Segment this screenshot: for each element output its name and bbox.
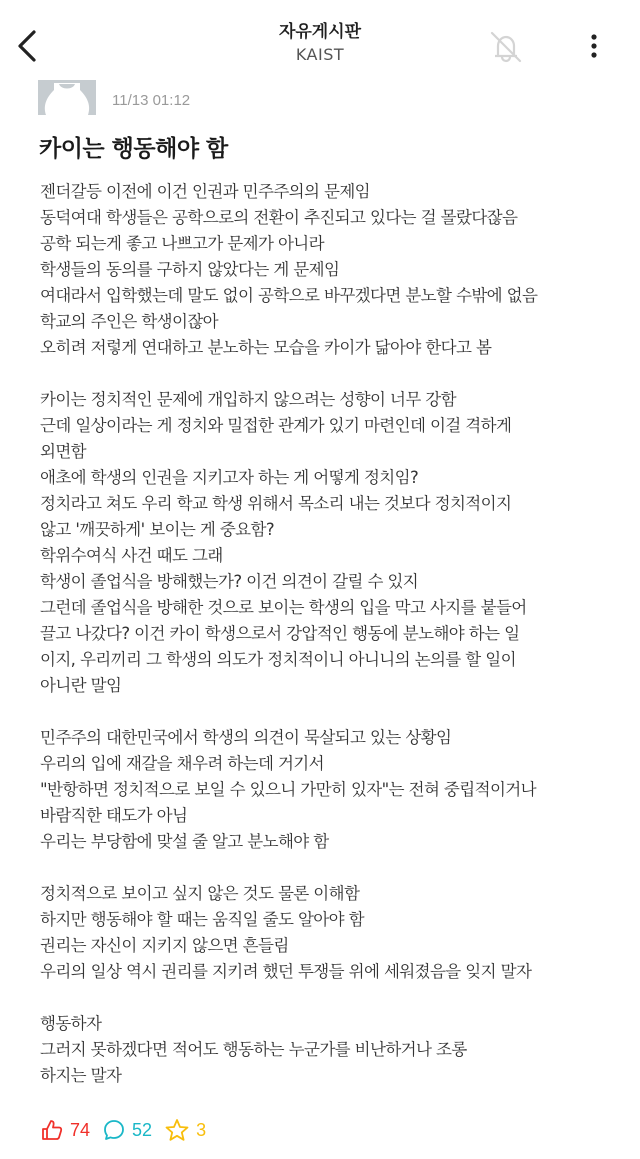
- chevron-left-icon: [10, 26, 46, 66]
- body-line: 그러지 못하겠다면 적어도 행동하는 누군가를 비난하거나 조롱: [40, 1040, 467, 1059]
- notification-toggle-button[interactable]: [486, 26, 526, 66]
- comment-button[interactable]: [102, 1118, 152, 1142]
- post-meta: [38, 80, 190, 120]
- body-line: 이지, 우리끼리 그 학생의 의도가 정치적이니 아니니의 논의를 할 일이: [40, 650, 516, 669]
- post-body: [40, 179, 610, 1089]
- body-line: 학위수여식 사건 때도 그래: [40, 546, 223, 565]
- body-line: 바람직한 태도가 아님: [40, 806, 188, 825]
- body-line: 하지만 행동해야 할 때는 움직일 줄도 알아야 함: [40, 910, 364, 929]
- body-line: 애초에 학생의 인권을 지키고자 하는 게 어떻게 정치임?: [40, 468, 419, 487]
- body-line: 우리는 부당함에 맞설 줄 알고 분노해야 함: [40, 832, 329, 851]
- comment-count: 52: [132, 1119, 153, 1140]
- avatar: [38, 80, 96, 115]
- body-line: 정치적으로 보이고 싶지 않은 것도 물론 이해함: [40, 884, 360, 903]
- top-bar: [0, 0, 640, 80]
- body-line: 공학 되는게 좋고 나쁘고가 문제가 아니라: [40, 234, 324, 253]
- body-line: 그런데 졸업식을 방해한 것으로 보이는 학생의 입을 막고 사지를 붙들어: [40, 598, 527, 617]
- body-line: 우리의 입에 재갈을 채우려 하는데 거기서: [40, 754, 324, 773]
- post-date: 11/13 01:12: [112, 92, 191, 109]
- body-line: 학교의 주인은 학생이잖아: [40, 312, 219, 331]
- paragraph-gap: [40, 985, 610, 1011]
- speech-bubble-icon: [102, 1118, 126, 1142]
- board-subtitle: KAIST: [295, 45, 345, 64]
- post-title: 카이는 행동해야 함: [39, 136, 228, 162]
- body-line: 동덕여대 학생들은 공학으로의 전환이 추진되고 있다는 걸 몰랐다잖음: [40, 208, 518, 227]
- body-line: 젠더갈등 이전에 이건 인권과 민주주의의 문제임: [40, 182, 371, 201]
- body-line: 끌고 나갔다? 이건 카이 학생으로서 강압적인 행동에 분노해야 하는 일: [40, 624, 520, 643]
- body-line: 학생들의 동의를 구하지 않았다는 게 문제임: [40, 260, 340, 279]
- body-line: 여대라서 입학했는데 말도 없이 공학으로 바꾸겠다면 분노할 수밖에 없음: [40, 286, 538, 305]
- vertical-ellipsis-icon: [580, 28, 608, 64]
- body-line: 아니란 말임: [40, 676, 122, 695]
- paragraph-gap: [40, 699, 610, 725]
- body-line: 근데 일상이라는 게 정치와 밀접한 관계가 있기 마련인데 이걸 격하게: [40, 416, 512, 435]
- more-options-button[interactable]: [580, 28, 608, 64]
- like-button[interactable]: [40, 1118, 90, 1142]
- body-line: 정치라고 쳐도 우리 학교 학생 위해서 목소리 내는 것보다 정치적이지: [40, 494, 512, 513]
- body-line: 카이는 정치적인 문제에 개입하지 않으려는 성향이 너무 강함: [40, 390, 456, 409]
- body-line: 권리는 자신이 지키지 않으면 흔들림: [40, 936, 289, 955]
- body-line: 오히려 저렇게 연대하고 분노하는 모습을 카이가 닮아야 한다고 봄: [40, 338, 492, 357]
- paragraph-gap: [40, 361, 610, 387]
- board-title: 자유게시판: [278, 22, 362, 42]
- paragraph-gap: [40, 855, 610, 881]
- body-line: 하지는 말자: [40, 1066, 122, 1085]
- body-line: 외면함: [40, 442, 87, 461]
- body-line: 행동하자: [40, 1014, 102, 1033]
- scrap-button[interactable]: [164, 1118, 206, 1142]
- body-line: 우리의 일상 역시 권리를 지키려 했던 투쟁들 위에 세워졌음을 잊지 말자: [40, 962, 532, 981]
- body-line: 민주주의 대한민국에서 학생의 의견이 묵살되고 있는 상황임: [40, 728, 452, 747]
- back-button[interactable]: [10, 26, 46, 66]
- anonymous-avatar-icon: [38, 80, 96, 115]
- board-heading: [0, 20, 640, 66]
- like-count: 74: [70, 1119, 91, 1140]
- body-line: 않고 '깨끗하게' 보이는 게 중요함?: [40, 520, 275, 539]
- body-line: "반항하면 정치적으로 보일 수 있으니 가만히 있자"는 전혀 중립적이거나: [40, 780, 536, 799]
- body-line: 학생이 졸업식을 방해했는가? 이건 의견이 갈릴 수 있지: [40, 572, 419, 591]
- thumbs-up-icon: [40, 1118, 64, 1142]
- post-actions: [40, 1118, 218, 1142]
- star-icon: [164, 1118, 190, 1142]
- scrap-count: 3: [196, 1119, 207, 1140]
- bell-off-icon: [486, 26, 526, 66]
